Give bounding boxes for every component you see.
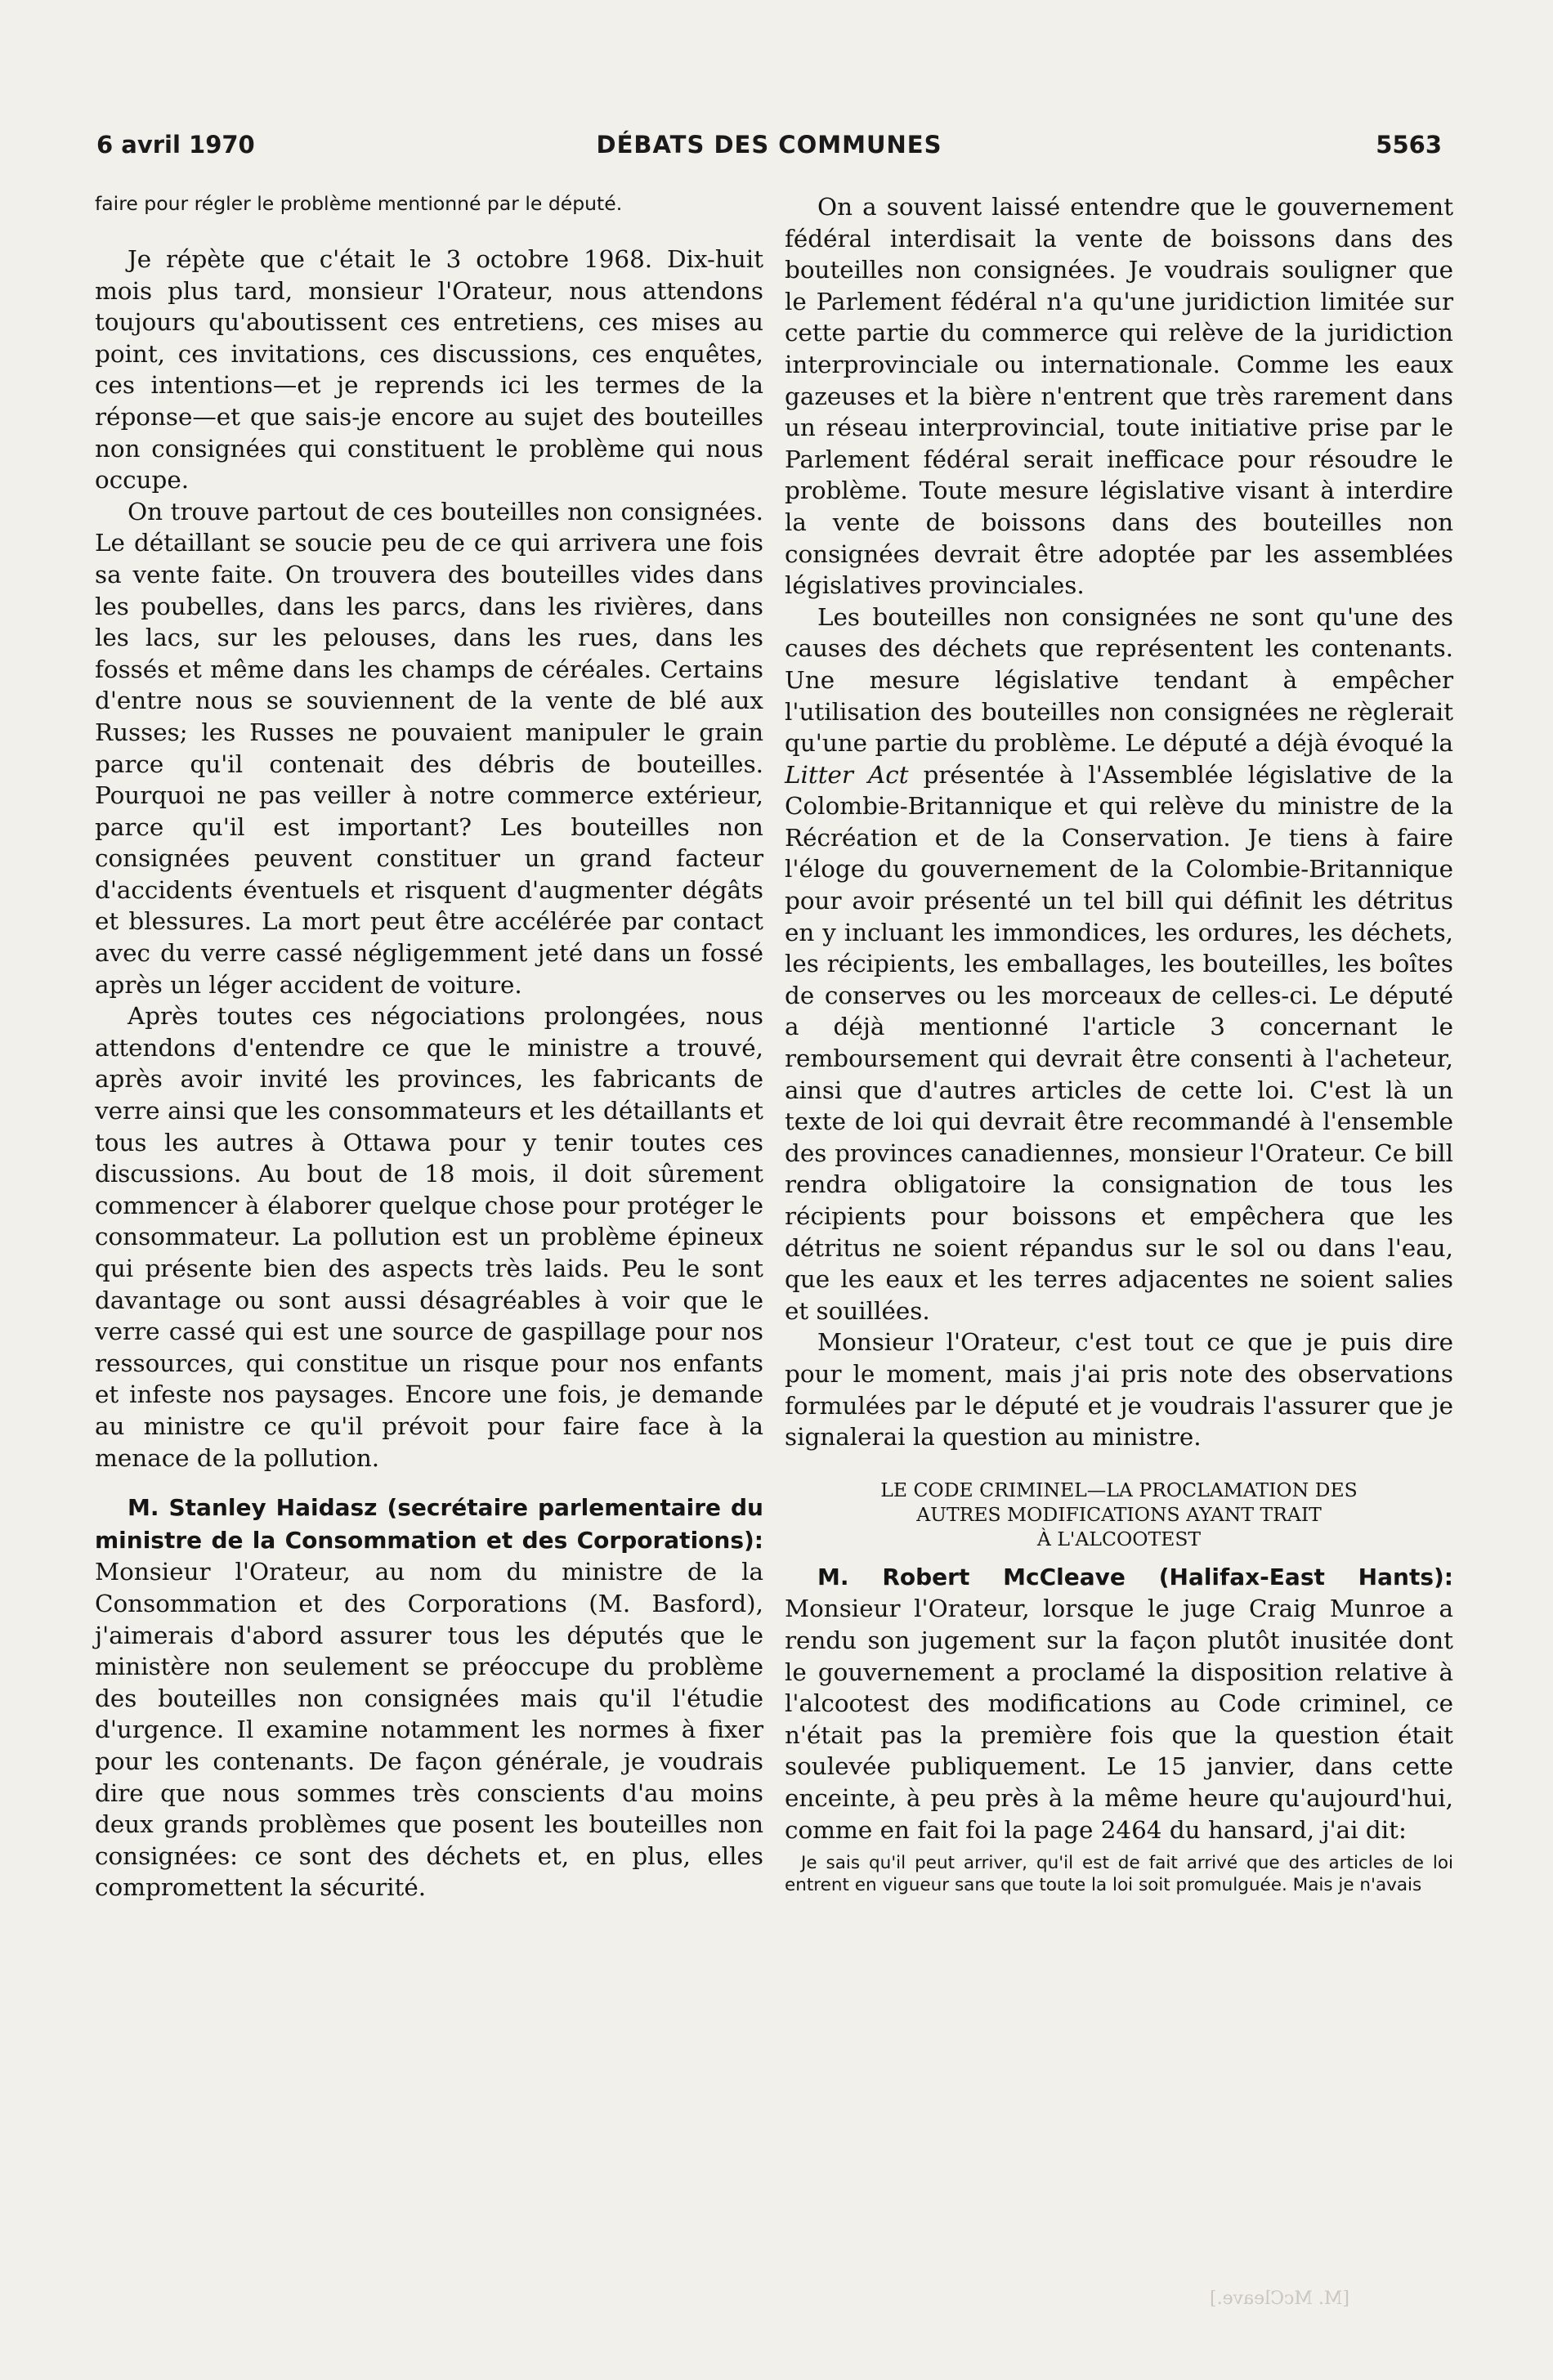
paragraph: faire pour régler le problème mentionné par le député. bbox=[95, 192, 623, 215]
heading-line: À L'ALCOOTEST bbox=[1036, 1527, 1202, 1550]
left-column bbox=[95, 191, 763, 1904]
text: présentée à l'Assemblée législative de la Colombie-Britannique et qui relève du ministre de la Récréation et de la Conservation. Je tiens à faire l'éloge du gouvernement de la Colombie-Britannique pour avoir présenté un tel bill qui définit les détritus en y incluant les immondices, les ordures, les déchets, les récipients, les emballages, les bouteilles, les boîtes de conserves ou les morceaux de celles-ci. Le député a déjà mentionné l'article 3 concernant le remboursement qui devrait être consenti à l'acheteur, ainsi que d'autres articles de cette loi. C'est là un texte de loi qui devrait être recommandé à l'ensemble des provinces canadiennes, monsieur l'Orateur. Ce bill rendra obligatoire la consignation de tous les récipients pour boissons et empêchera que les détritus ne soient répandus sur le sol ou dans l'eau, que les eaux et les terres adjacentes ne soient salies et souillées. bbox=[785, 760, 1453, 1325]
italic-title: Litter Act bbox=[785, 760, 909, 789]
paragraph: Je répète que c'était le 3 octobre 1968. Dix-huit mois plus tard, monsieur l'Orateur, nous attendons toujours qu'aboutissent ces entretiens, ces mises au point, ces invitations, ces discussions, ces enquêtes, ces intentions—et je reprends ici les termes de la réponse—et que sais-je encore au sujet des bouteilles non consignées qui constituent le problème qui nous occupe. bbox=[95, 245, 763, 494]
paragraph: Monsieur l'Orateur, c'est tout ce que je puis dire pour le moment, mais j'ai pris note des observations formulées par le député et je voudrais l'assurer que je signalerai la question au ministre. bbox=[785, 1328, 1453, 1452]
speech-text: Monsieur l'Orateur, au nom du ministre de la Consommation et des Corporations (M. Basford), j'aimerais d'abord assurer tous les députés que le ministère non seulement se préoccupe du problème des bouteilles non consignées mais qu'il l'étudie d'urgence. Il examine notamment les normes à fixer pour les contenants. De façon générale, je voudrais dire que nous sommes très conscients d'au moins deux grands problèmes que posent les bouteilles non consignées: ce sont des déchets et, en plus, elles compromettent la sécurité. bbox=[95, 1558, 763, 1902]
speaker-name: M. Stanley Haidasz (secrétaire parlementaire du ministre de la Consommation et des Corporations): bbox=[95, 1494, 763, 1554]
page-header bbox=[96, 131, 1442, 168]
paragraph: On trouve partout de ces bouteilles non consignées. Le détaillant se soucie peu de ce qui arrivera une fois sa vente faite. On trouvera des bouteilles vides dans les poubelles, dans les parcs, dans les rivières, dans les lacs, sur les pelouses, dans les rues, dans les fossés et même dans les champs de céréales. Certains d'entre nous se souviennent de la vente de blé aux Russes; les Russes ne pouvaient manipuler le grain parce qu'il contenait des débris de bouteilles. Pourquoi ne pas veiller à notre commerce extérieur, parce qu'il est important? Les bouteilles non consignées peuvent constituer un grand facteur d'accidents éventuels et risquent d'augmenter dégâts et blessures. La mort peut être accélérée par contact avec du verre cassé négligemment jeté dans un fossé après un léger accident de voiture. bbox=[95, 497, 763, 999]
paragraph bbox=[785, 602, 1453, 1327]
heading-line: LE CODE CRIMINEL—LA PROCLAMATION DES bbox=[880, 1478, 1358, 1501]
header-page-number: 5563 bbox=[1376, 131, 1442, 159]
header-date: 6 avril 1970 bbox=[96, 131, 255, 159]
paragraph: On a souvent laissé entendre que le gouvernement fédéral interdisait la vente de boissons dans des bouteilles non consignées. Je voudrais souligner que le Parlement fédéral n'a qu'une juridiction limitée sur cette partie du commerce qui relève de la juridiction interprovinciale ou internationale. Comme les eaux gazeuses et la bière n'entrent que très rarement dans un réseau interprovincial, toute initiative prise par le Parlement fédéral serait inefficace pour résoudre le problème. Toute mesure législative visant à interdire la vente de boissons dans des bouteilles non consignées devrait être adoptée par les assemblées législatives provinciales. bbox=[785, 193, 1453, 600]
bleed-through-text: [M. McCleave.] bbox=[1210, 2288, 1349, 2309]
section-heading bbox=[785, 1478, 1453, 1551]
speech-text: Monsieur l'Orateur, lorsque le juge Craig Munroe a rendu son jugement sur la façon plutôt inusitée dont le gouvernement a proclamé la disposition relative à l'alcootest des modifications au Code criminel, ce n'était pas la première fois que la question était soulevée publiquement. Le 15 janvier, dans cette enceinte, à peu près à la même heure qu'aujourd'hui, comme en fait foi la page 2464 du hansard, j'ai dit: bbox=[785, 1595, 1453, 1844]
heading-line: AUTRES MODIFICATIONS AYANT TRAIT bbox=[916, 1502, 1322, 1526]
text: Les bouteilles non consignées ne sont qu'une des causes des déchets que représentent les contenants. Une mesure législative tendant à empêcher l'utilisation des bouteilles non consignées ne règlerait qu'une partie du problème. Le député a déjà évoqué la bbox=[785, 602, 1453, 758]
right-column bbox=[785, 191, 1453, 1896]
speech-paragraph bbox=[785, 1561, 1453, 1845]
speech-paragraph bbox=[95, 1492, 763, 1904]
speaker-name: M. Robert McCleave (Halifax-East Hants): bbox=[817, 1563, 1453, 1590]
quotation: Je sais qu'il peut arriver, qu'il est de fait arrivé que des articles de loi entrent en vigueur sans que toute la loi soit promulguée. Mais je n'avais bbox=[785, 1853, 1453, 1896]
header-title: DÉBATS DES COMMUNES bbox=[596, 131, 942, 159]
paragraph: Après toutes ces négociations prolongées, nous attendons d'entendre ce que le ministre a trouvé, après avoir invité les provinces, les fabricants de verre ainsi que les consommateurs et les détaillants et tous les autres à Ottawa pour y tenir toutes ces discussions. Au bout de 18 mois, il doit sûrement commencer à élaborer quelque chose pour protéger le consommateur. La pollution est un problème épineux qui présente bien des aspects très laids. Peu le sont davantage ou sont aussi désagréables à voir que le verre cassé qui est une source de gaspillage pour nos ressources, qui constitue un risque pour nos enfants et infeste nos paysages. Encore une fois, je demande au ministre ce qu'il prévoit pour faire face à la menace de la pollution. bbox=[95, 1002, 763, 1472]
